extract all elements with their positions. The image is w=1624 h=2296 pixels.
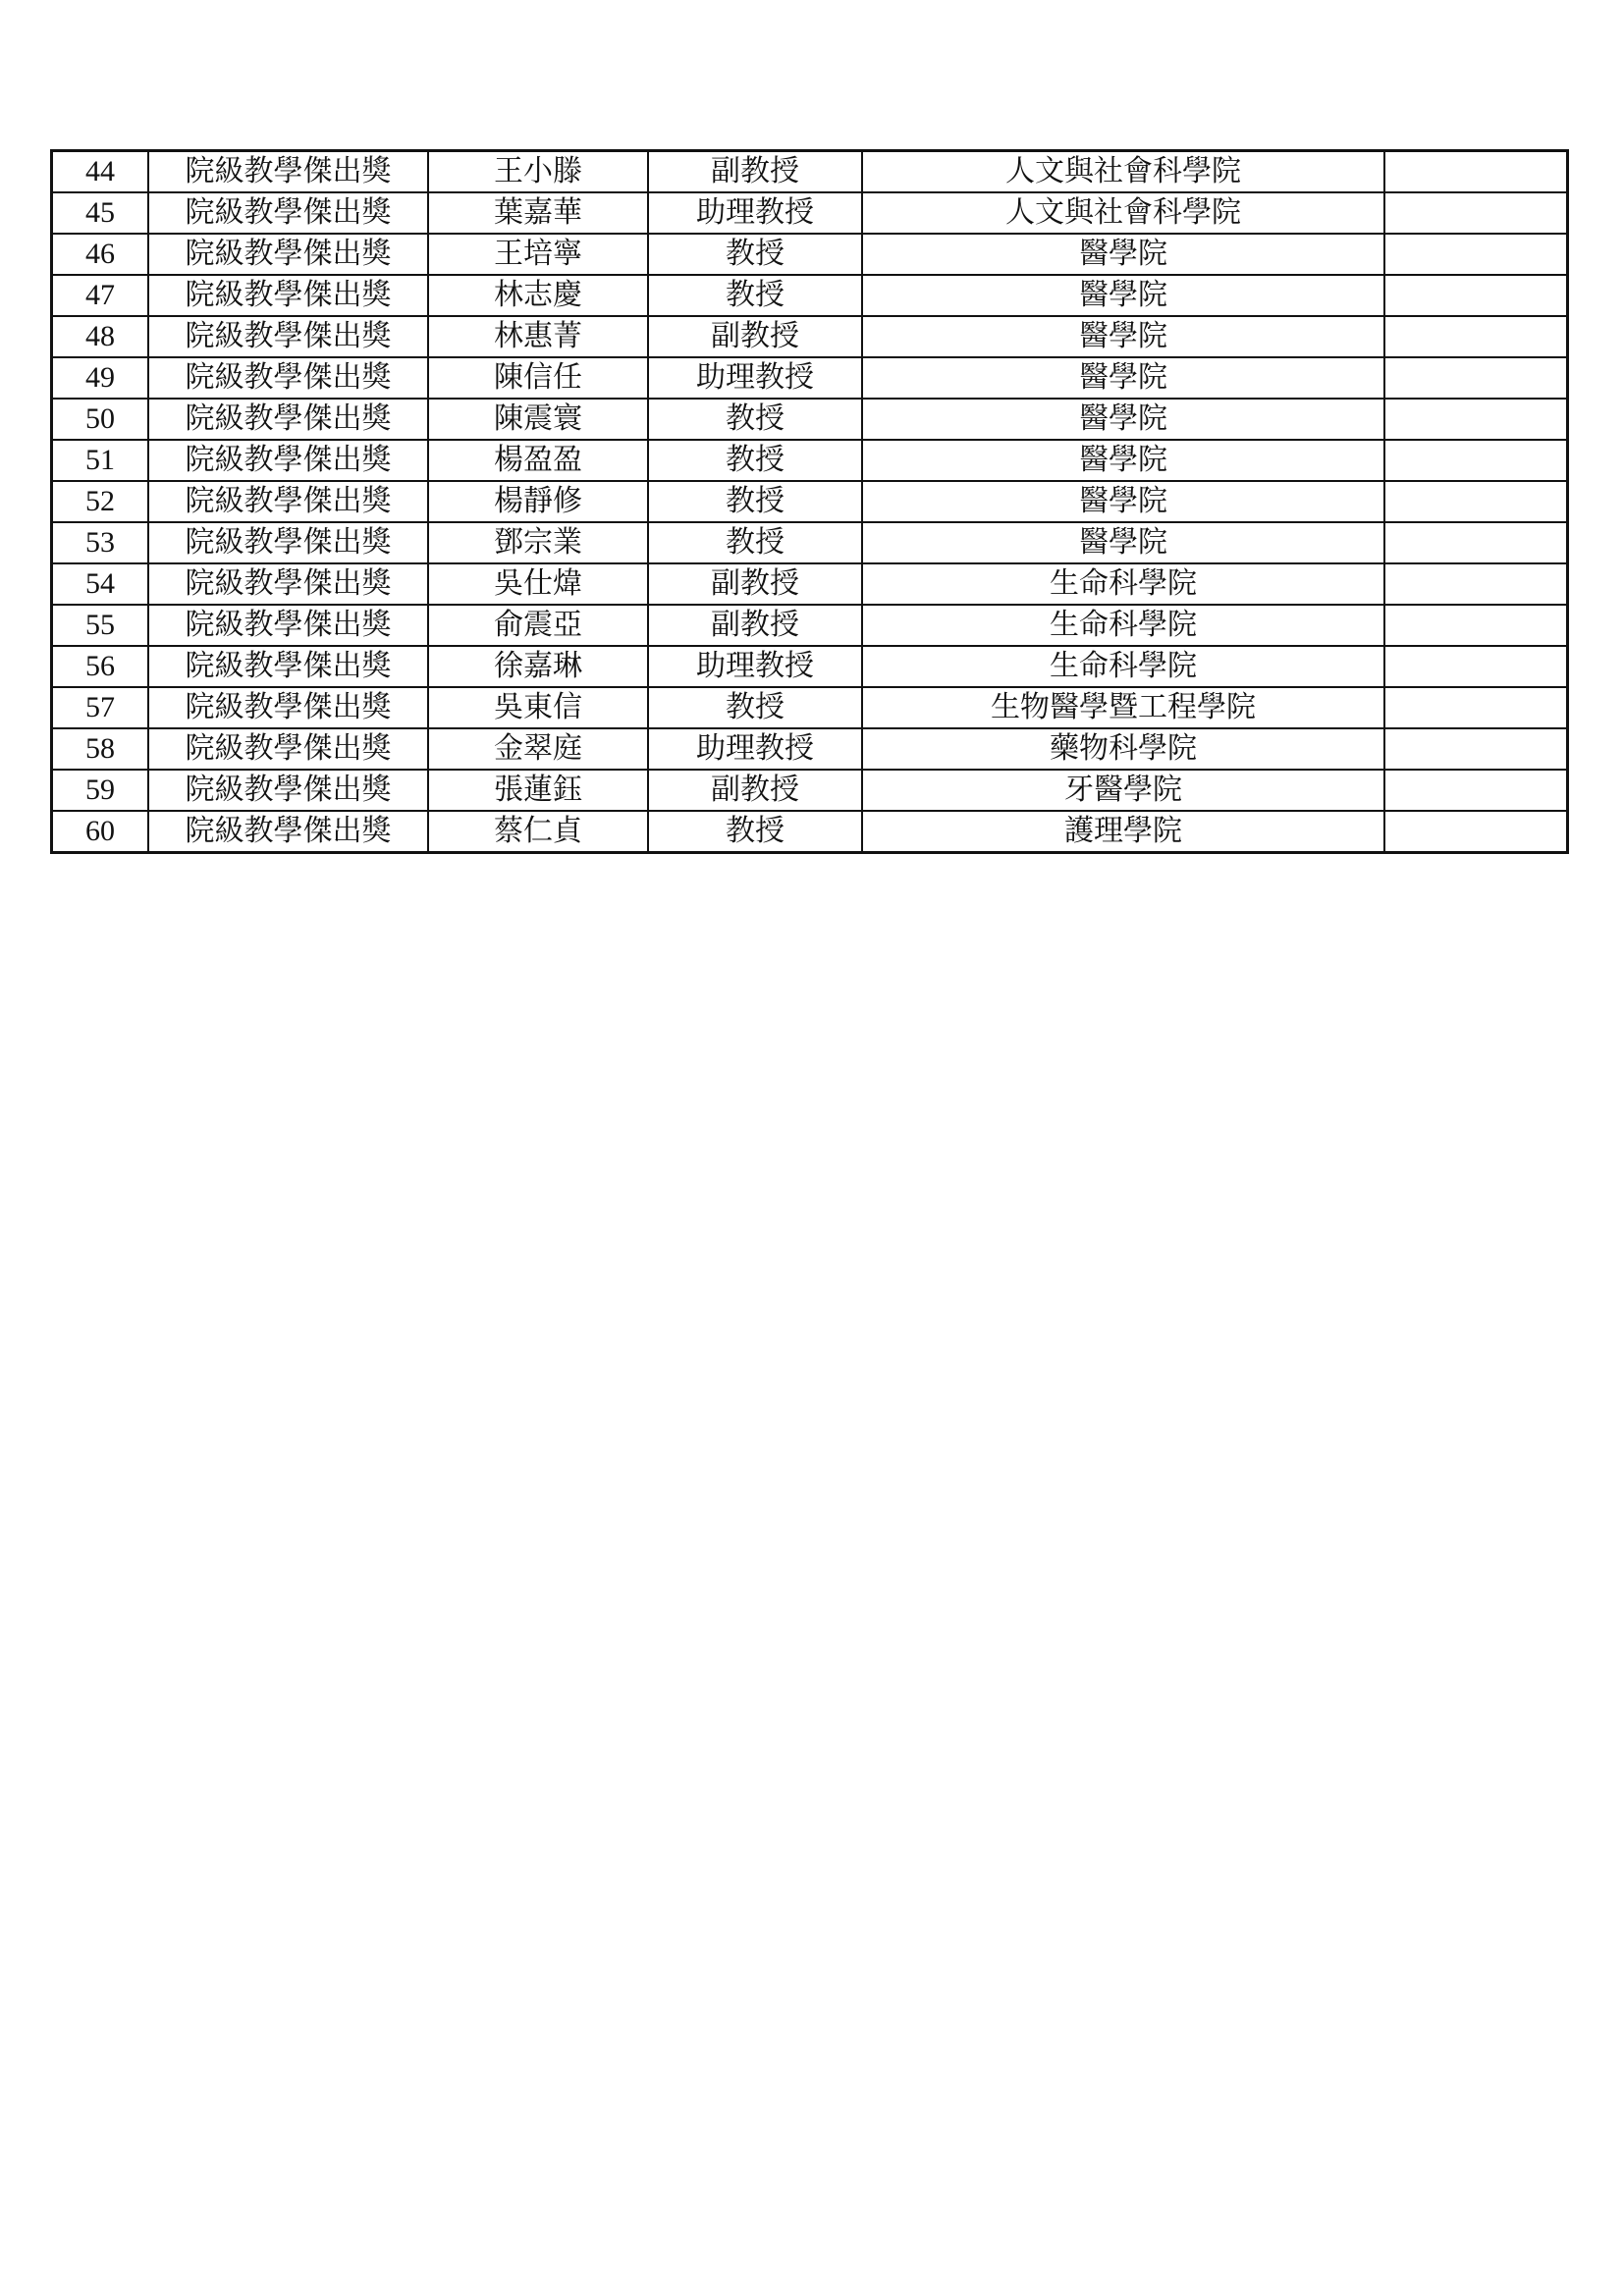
table-row	[52, 522, 1568, 563]
recipient-name: 王小滕	[428, 151, 648, 193]
table-row	[52, 399, 1568, 440]
college-name: 人文與社會科學院	[862, 151, 1384, 193]
award-name: 院級教學傑出獎	[148, 481, 428, 522]
college-name: 生命科學院	[862, 605, 1384, 646]
recipient-name: 蔡仁貞	[428, 811, 648, 853]
table-row	[52, 440, 1568, 481]
row-number: 58	[52, 728, 149, 770]
note-cell	[1384, 728, 1568, 770]
recipient-name: 王培寧	[428, 234, 648, 275]
recipient-name: 楊盈盈	[428, 440, 648, 481]
academic-rank: 教授	[648, 440, 862, 481]
row-number: 60	[52, 811, 149, 853]
academic-rank: 教授	[648, 811, 862, 853]
college-name: 生命科學院	[862, 563, 1384, 605]
award-name: 院級教學傑出獎	[148, 192, 428, 234]
academic-rank: 教授	[648, 481, 862, 522]
note-cell	[1384, 687, 1568, 728]
award-name: 院級教學傑出獎	[148, 316, 428, 357]
row-number: 46	[52, 234, 149, 275]
table-row	[52, 151, 1568, 193]
table-row	[52, 192, 1568, 234]
recipient-name: 陳震寰	[428, 399, 648, 440]
award-name: 院級教學傑出獎	[148, 357, 428, 399]
row-number: 52	[52, 481, 149, 522]
recipient-name: 林惠菁	[428, 316, 648, 357]
row-number: 54	[52, 563, 149, 605]
award-name: 院級教學傑出獎	[148, 687, 428, 728]
academic-rank: 教授	[648, 687, 862, 728]
note-cell	[1384, 399, 1568, 440]
row-number: 44	[52, 151, 149, 193]
row-number: 59	[52, 770, 149, 811]
college-name: 藥物科學院	[862, 728, 1384, 770]
note-cell	[1384, 275, 1568, 316]
award-name: 院級教學傑出獎	[148, 646, 428, 687]
college-name: 生物醫學暨工程學院	[862, 687, 1384, 728]
award-name: 院級教學傑出獎	[148, 728, 428, 770]
academic-rank: 教授	[648, 275, 862, 316]
note-cell	[1384, 192, 1568, 234]
awards-table	[50, 149, 1569, 854]
table-row	[52, 481, 1568, 522]
award-name: 院級教學傑出獎	[148, 522, 428, 563]
note-cell	[1384, 563, 1568, 605]
note-cell	[1384, 481, 1568, 522]
award-name: 院級教學傑出獎	[148, 399, 428, 440]
row-number: 50	[52, 399, 149, 440]
academic-rank: 助理教授	[648, 728, 862, 770]
academic-rank: 教授	[648, 234, 862, 275]
table-row	[52, 563, 1568, 605]
row-number: 56	[52, 646, 149, 687]
table-row	[52, 646, 1568, 687]
college-name: 醫學院	[862, 399, 1384, 440]
note-cell	[1384, 605, 1568, 646]
college-name: 醫學院	[862, 275, 1384, 316]
note-cell	[1384, 811, 1568, 853]
table-row	[52, 234, 1568, 275]
award-name: 院級教學傑出獎	[148, 234, 428, 275]
table-row	[52, 687, 1568, 728]
table-row	[52, 275, 1568, 316]
recipient-name: 鄧宗業	[428, 522, 648, 563]
row-number: 47	[52, 275, 149, 316]
award-name: 院級教學傑出獎	[148, 151, 428, 193]
table-row	[52, 811, 1568, 853]
recipient-name: 葉嘉華	[428, 192, 648, 234]
college-name: 護理學院	[862, 811, 1384, 853]
recipient-name: 徐嘉琳	[428, 646, 648, 687]
academic-rank: 助理教授	[648, 646, 862, 687]
award-name: 院級教學傑出獎	[148, 605, 428, 646]
recipient-name: 俞震亞	[428, 605, 648, 646]
academic-rank: 副教授	[648, 151, 862, 193]
recipient-name: 楊靜修	[428, 481, 648, 522]
note-cell	[1384, 151, 1568, 193]
academic-rank: 副教授	[648, 770, 862, 811]
recipient-name: 吳仕煒	[428, 563, 648, 605]
college-name: 醫學院	[862, 522, 1384, 563]
award-name: 院級教學傑出獎	[148, 440, 428, 481]
row-number: 49	[52, 357, 149, 399]
college-name: 醫學院	[862, 234, 1384, 275]
award-name: 院級教學傑出獎	[148, 770, 428, 811]
note-cell	[1384, 440, 1568, 481]
award-name: 院級教學傑出獎	[148, 811, 428, 853]
college-name: 醫學院	[862, 440, 1384, 481]
college-name: 生命科學院	[862, 646, 1384, 687]
academic-rank: 副教授	[648, 316, 862, 357]
row-number: 55	[52, 605, 149, 646]
table-row	[52, 316, 1568, 357]
academic-rank: 副教授	[648, 563, 862, 605]
note-cell	[1384, 770, 1568, 811]
college-name: 醫學院	[862, 357, 1384, 399]
awards-table-body	[52, 151, 1568, 853]
note-cell	[1384, 522, 1568, 563]
academic-rank: 助理教授	[648, 192, 862, 234]
college-name: 人文與社會科學院	[862, 192, 1384, 234]
academic-rank: 副教授	[648, 605, 862, 646]
row-number: 57	[52, 687, 149, 728]
row-number: 48	[52, 316, 149, 357]
row-number: 51	[52, 440, 149, 481]
table-row	[52, 728, 1568, 770]
academic-rank: 助理教授	[648, 357, 862, 399]
college-name: 醫學院	[862, 316, 1384, 357]
recipient-name: 張蓮鈺	[428, 770, 648, 811]
note-cell	[1384, 357, 1568, 399]
recipient-name: 吳東信	[428, 687, 648, 728]
row-number: 53	[52, 522, 149, 563]
note-cell	[1384, 234, 1568, 275]
table-row	[52, 770, 1568, 811]
college-name: 醫學院	[862, 481, 1384, 522]
row-number: 45	[52, 192, 149, 234]
recipient-name: 金翠庭	[428, 728, 648, 770]
recipient-name: 陳信任	[428, 357, 648, 399]
academic-rank: 教授	[648, 522, 862, 563]
college-name: 牙醫學院	[862, 770, 1384, 811]
award-name: 院級教學傑出獎	[148, 275, 428, 316]
recipient-name: 林志慶	[428, 275, 648, 316]
table-row	[52, 605, 1568, 646]
award-name: 院級教學傑出獎	[148, 563, 428, 605]
academic-rank: 教授	[648, 399, 862, 440]
note-cell	[1384, 646, 1568, 687]
table-row	[52, 357, 1568, 399]
note-cell	[1384, 316, 1568, 357]
